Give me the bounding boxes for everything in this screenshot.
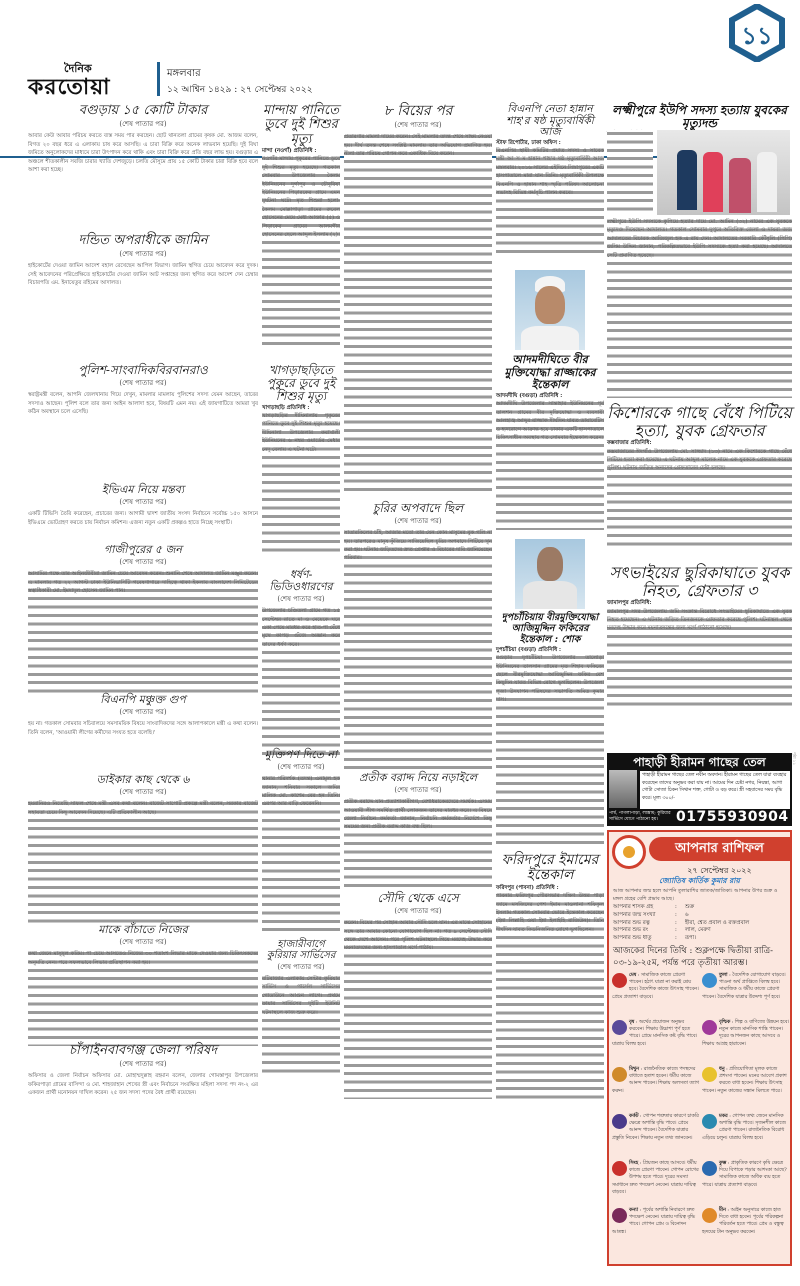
side-note: পৃষ্ঠা ১১ bbox=[792, 752, 797, 765]
article-body: নওগাঁর মান্দায় পুকুরের পানিতে ডুবে দুই শিশুর মৃত্যু হয়েছে। গতকাল সোমবার উপজেলার কৈলম ইউনিয়নের দুর্গাপুর ও চৌবুরিয়া ইউনিয়নের পিড়ারকের গ্রামে এমন দুর্ঘটনা ঘটে। মৃত শিশুরা হলো- কৈলম মোল্লাপাড়া গ্রামের রুবেল হোসেনের মেয়ে মেধা আক্তার (৫) ও পিড়াকের গ্রামের আলমগীর হোসেনের ছেলে আব্দুল ইসলাম (২)। bbox=[262, 155, 340, 345]
table-value: শুক্র bbox=[685, 904, 695, 910]
portrait-photo bbox=[515, 539, 585, 609]
zodiac-sign-icon bbox=[702, 1067, 717, 1082]
zodiac-sign-name: মকর bbox=[719, 1113, 728, 1119]
article-dateline: ফরিদপুর (পাবনা) প্রতিনিধি : bbox=[496, 884, 559, 891]
zodiac-sign: মকর : গোপন তথ্য জেনে মানসিক অশান্তি বৃদ্ধি পাবে। সৃজনশীল কাজে প্রেরণা পাবেন। রাজনৈতিক বিরোধ এড়িয়ে চলুন। যাত্রায় বিলম্ব হবে। bbox=[702, 1113, 786, 1141]
person-figure bbox=[703, 152, 723, 212]
article bbox=[28, 924, 258, 1044]
article-body: বিএনপির স্থায়ী কমিটির প্রয়াত সদস্য ও সাবেক মন্ত্রী আ স ম হান্নান শাহ'র ষষ্ঠ মৃত্যুবার্ষিকী আজ মঙ্গলবার। ২০১৬ সালের এইদিনে সিঙ্গাপুরের একটি হাসপাতালে মারা যান তিনি। মৃত্যুবার্ষিকী উপলক্ষে বিএনপি ও হান্নান শাহ স্মৃতি পরিষদ আলোচনা সভাসহ বিভিন্ন কর্মসূচি পালন করবে। bbox=[496, 147, 604, 257]
horoscope-table-row: আপনার জন্ম সংখ্যা : ৬ bbox=[613, 911, 689, 918]
advertisement bbox=[607, 753, 792, 826]
article-headline: বিএনপি নেতা হান্নান শাহ'র ষষ্ঠ মৃত্যুবার্ষিকী আজ bbox=[506, 103, 594, 139]
article-body: বটিবাজার এলাকায় সেন্টার কুরিয়ার সার্ভিস ও পার্সেল সার্ভিসের গোডাউনে আগুন লাগে। প্রথমে ফায়ার সার্ভিসের দুইটি ইউনিট ঘটনাস্থলে কাজ শুরু করে। bbox=[262, 975, 340, 1075]
article bbox=[607, 564, 792, 744]
zodiac-sign-text: প্রাকৃতিক কারণে কৃষি ক্ষেত্রে দিয়ে বিপাকে পড়ার আশংকা আছে? সামাজিক কাজে অধিক ব্যয় হতে পারে। যাত্রায় প্রত্যাশা বাড়বে। bbox=[702, 1161, 787, 1188]
continued-label: (শেষ পাতার পর) bbox=[394, 121, 442, 130]
horoscope-intro: আজ আপনার জন্ম হলে আপনি তুলারাশির জাতক/জাতিকা। আপনার উপর শুক্র ও মঙ্গল গ্রহের বেশি প্রভাব আছে। bbox=[613, 888, 778, 902]
zodiac-sign: কর্কট : গোপন শত্রুতার কারণে চাকরি ক্ষেত্রে অশান্তি বৃদ্ধি পাবে। প্রেমে আনন্দ পাবেন। বৈদেশিক যাত্রার প্রস্তুতি নিবেন। শিক্ষায় নতুন তথ্য জানবেন। bbox=[612, 1113, 699, 1141]
masthead-date: ১২ আশ্বিন ১৪২৯ : ২৭ সেপ্টেম্বর ২০২২ bbox=[167, 85, 313, 95]
table-key: আপনার জন্ম সংখ্যা bbox=[613, 911, 656, 918]
police-figure bbox=[677, 150, 697, 210]
zodiac-sign-name: ধনু bbox=[719, 1066, 725, 1072]
zodiac-sign-name: মেষ bbox=[629, 972, 637, 978]
page-number-badge bbox=[728, 4, 786, 62]
continued-label: (শেষ পাতার পর) bbox=[394, 786, 442, 795]
continued-label: (শেষ পাতার পর) bbox=[119, 788, 167, 797]
zodiac-sign: সিংহ : প্রিয়জন কাছে আসবে। ধর্মীয় কাজে প্রেরণা পাবেন। গোপন রোগের উপশম হতে পারে। দূরের সমস্যা সমাধানে দ্রুত পদক্ষেপ নেবেন। যাত্রায় দায়িত্ব বাড়বে। bbox=[612, 1160, 699, 1195]
zodiac-sign-icon bbox=[702, 1114, 717, 1129]
zodiac-sign: তুলা : বৈদেশিক যোগাযোগ বাড়বে। পাওনা অর্থ প্রাপ্তিতে বিলম্ব হবে। সামাজিক ও ধর্মীয় কাজে প্রেরণা পাবেন। বৈদেশিক যাত্রার উদ্দেশ্য পূর্ণ হবে। bbox=[702, 972, 786, 1000]
zodiac-sign-name: তুলা bbox=[719, 972, 728, 978]
article-headline: ইভিএম নিয়ে মন্তব্য bbox=[101, 483, 185, 496]
masthead-small-title: দৈনিক bbox=[64, 62, 92, 75]
zodiac-sign-icon bbox=[612, 1208, 627, 1223]
article bbox=[344, 104, 492, 502]
zodiac-sign-text: গোপন তথ্য জেনে মানসিক অশান্তি বৃদ্ধি পাবে। সৃজনশীল কাজে প্রেরণা পাবেন। রাজনৈতিক বিরোধ এড়িয়ে চলুন। যাত্রায় বিলম্ব হবে। bbox=[702, 1114, 786, 1141]
horoscope-title: আপনার রাশিফল bbox=[649, 837, 790, 861]
article-body: সাতারকিলের চাঁই, আজার মতো তার যেন কোন মাসুমের বুক গলি না হয়। তারপরেও মানুষ কুঁজিয়ে সাজিয়েছিল চুরির অপবাদে পিটিয়ে খুন করা হয়। ঘটনায় জড়িতদের দ্রুত গ্রেপ্তার ও বিচারের দাবি জানিয়েছেন পরিবার। bbox=[344, 529, 492, 769]
article bbox=[28, 234, 258, 364]
article-body: লক্ষ্মীপুরে ইউপি সদস্যকে কুপিয়ে হত্যার দায়ে মো. আমিন (৩২) নামের এক যুবককে মৃত্যুদণ্ড দিয়েছেন আদালত। গতকাল সোমবার দুপুরে অতিরিক্ত জেলা ও দায়রা জজ আদালতের বিচারক আজিজুল হক এ রায় দেন। আদালতের সরকারি কৌঁসুলি (পিপি) জসিম উদ্দিন জানান, পরিকল্পিতভাবে ইউপি সদস্যকে হত্যা করা হয়েছে। আদালতে সেটি প্রমাণিত হয়েছে। bbox=[607, 218, 792, 398]
article bbox=[28, 544, 258, 694]
article bbox=[28, 1044, 258, 1144]
zodiac-sign-text: শিল্প ও বাণিজ্যে উন্নয়ন হবে। নতুন কাজে মানসিক শান্তি পাবেন। দূরের আপনজন কাছে আসবে ও শিক্ষায় আগ্রহ হারাবেন। bbox=[702, 1020, 790, 1047]
horoscope-table-row: আপনার শুভ ধাতু : রূপা। bbox=[613, 935, 697, 942]
zodiac-sign-text: গোপন শত্রুতার কারণে চাকরি ক্ষেত্রে অশান্তি বৃদ্ধি পাবে। প্রেমে আনন্দ পাবেন। বৈদেশিক যাত্রার প্রস্তুতি নিবেন। শিক্ষায় নতুন তথ্য জানবেন। bbox=[612, 1114, 699, 1141]
zodiac-sign-name: সিংহ bbox=[629, 1160, 639, 1166]
zodiac-sign: বৃষ : অর্থের প্রয়োজন অনুভব করবেন। শিক্ষায় উচ্চাশা পূর্ণ হতে পারে। প্রেমে মানসিক কষ্ট বৃদ্ধি পাবে। যাত্রায় বিলম্ব হবে। bbox=[612, 1019, 698, 1047]
article bbox=[28, 484, 258, 544]
article-body: উপজেলার চণ্ডিতলা গ্রামে গত ১৫ সেপ্টেম্বর রাতে মা ও মেয়েকে ঘরে একা পেয়ে মারধর করে হাত-পা বেঁধে মুখে কাপড় গুঁজে অজ্ঞান করে তাদের ধর্ষণ করে। bbox=[262, 607, 340, 757]
article-body: আদমদীঘি উপজেলার সান্তাহার ইউনিয়নের পূর্ব তালশন গ্রামের বীর মুক্তিযোদ্ধা ও ব্যবসায়ী আলহাজ্ব আব্দুর রাজ্জাক দীর্ঘদিন যাবত ডায়াবেটিস ও হৃদরোগে আক্রান্ত হয়ে ঢাকার একটি হাসপাতালে চিকিৎসাধীন অবস্থায় গত সোমবার ইন্তেকাল করেন। bbox=[496, 400, 604, 530]
horoscope-table-row: আপনার শাসক গ্রহ : শুক্র bbox=[613, 904, 695, 910]
article-body: প্রতারণার মামলা দায়ের করেন। সেই মামলার তদন্ত শেষে সাক্ষ্য নেওয়া হয়। দীর্ঘ তদন্ত শেষে সংশ্লিষ্ট মামলায় তার অভিযোগ প্রমাণিত হয়। নীলা তার পরিচয় গোপন করে একাধিক বিয়ে করেন। bbox=[344, 133, 492, 493]
ad-title: পাহাড়ী হীরামন গাছের তেল bbox=[633, 755, 766, 769]
article-body: পাবনার ফরিদপুর পৌরসভার দক্ষিণ উত্তর পাড়া জামে মসজিদের পেশ ইমাম মাওলানা শফিকুল ইসলাম গতকাল সোমবার ভোরে ইন্তেকাল করেছেন (ইন্না লিল্লাহি ওয়া ইন্না ইলাইহি রাজিউন)। তিনি দীর্ঘদিন যাবত কিডনিজনিত রোগে ভুগছিলেন। bbox=[496, 892, 604, 1102]
article-body: কক্সবাজারের ঈদগাঁও উপজেলায় মো. সাজ্জাদ (১৩) নামে এক কিশোরকে গাছে বেঁধে পিটিয়ে হত্যা করা হয়েছে। এ ঘটনায় আব্দুল মালেক নামে এক যুবককে গ্রেফতার করেছে পুলিশ। ঘটনায় জড়িত অন্যদের গ্রেফতারের চেষ্টা চলছে। bbox=[607, 448, 792, 548]
article-body: জামালপুর সদর উপজেলায় জমি সংক্রান্ত বিরোধে সৎভাইয়ের ছুরিকাঘাতে এক যুবক নিহত হয়েছেন। এ ঘটনায় জড়িত তিনজনকে গ্রেফতার করেছে পুলিশ। ঘটনাস্থল থেকে মরদেহ উদ্ধার করে ময়নাতদন্তের জন্য মর্গে পাঠানো হয়েছে। bbox=[607, 608, 792, 708]
zodiac-sign-name: মীন bbox=[719, 1207, 726, 1213]
article bbox=[496, 354, 604, 539]
zodiac-sign-text: সামাজিক কাজে প্রেরণা পাবেন। হঠাৎ যাত্রা না করাই শ্রেয় হবে। বৈদেশিক কাজে উৎসাহ পাবেন। প্রেমে প্রত্যাশা বাড়বে। bbox=[612, 973, 699, 1000]
zodiac-sign-icon bbox=[612, 973, 627, 988]
horoscope-author: জ্যোতিষ কার্তিক কুমার রায় bbox=[659, 876, 740, 885]
horoscope-table-row: আপনার শুভ রং : লাল, মেরুণ bbox=[613, 927, 711, 934]
zodiac-sign-name: বৃশ্চিক bbox=[719, 1019, 731, 1025]
zodiac-sign: ধনু : প্রতিযোগিতা মূলক কাজে প্রশংসা পাবেন। মনের আবেগ প্রকাশ করতে বাধা হবেন। শিক্ষায় উৎসাহ পাবেন। নতুন কাজের সন্ধান মিলতে পারে। bbox=[702, 1066, 787, 1094]
continued-label: (শেষ পাতার পর) bbox=[119, 938, 167, 947]
article-body: স্বরাষ্ট্রমন্ত্রী বলেন, আপনি জেলখানায় গিয়ে দেখুন, মামলার মামলায় পুলিশের সদস্য যেমন আছেন, তারের সদস্যও আছেন। পুলিশ বলে তার জন্য আইন আলাদা হবে, বিষয়টি এমন নয়। এই জায়গাটিতে আমরা খুব কঠিন অবস্থানে চলে এসেছি। bbox=[28, 392, 258, 415]
article-dateline: জামালপুর প্রতিনিধি: bbox=[607, 600, 652, 607]
table-key: আপনার শুভ ধাতু bbox=[613, 935, 652, 942]
zodiac-wheel-icon bbox=[612, 835, 646, 869]
continued-label: (শেষ পাতার পর) bbox=[394, 517, 442, 526]
zodiac-sign-name: কুম্ভ bbox=[719, 1160, 727, 1166]
table-key: আপনার শুভ রং bbox=[613, 927, 649, 934]
article-headline: ধর্ষণ-ভিডিওধারণের bbox=[269, 568, 333, 594]
column-4 bbox=[496, 104, 604, 1113]
continued-label: (শেষ পাতার পর) bbox=[119, 708, 167, 717]
article bbox=[496, 853, 604, 1113]
article bbox=[607, 104, 792, 404]
masthead-divider bbox=[157, 62, 160, 96]
zodiac-sign-name: কর্কট bbox=[629, 1113, 639, 1119]
article bbox=[262, 104, 340, 364]
article-headline: মাকে বাঁচাতে নিজের bbox=[98, 923, 188, 936]
article bbox=[496, 104, 604, 270]
article-body: হয় না। গতকাল সোমবার সচিবালয়ে সমসাময়িক বিষয়ে সাংবাদিকদের সঙ্গে আলাপকালে মন্ত্রী এ কথা বলেন। তিনি বলেন, 'আওয়ামী লীগের কর্মীদের সংযত হতে বলেছি।' bbox=[28, 721, 258, 736]
continued-label: (শেষ পাতার পর) bbox=[119, 250, 167, 259]
table-value: ৬ bbox=[685, 911, 689, 918]
article-body: কথা জেনে মাসুদুল করিম। পা চেয়ে আসতেও নিজের ৩০ শতাংশ লিভার মাকে দেওয়ার জন্য চিকিৎসকদের অনুমতি নেন। পরে সফলভাবে লিভার প্রতিস্থাপন করা হয়। bbox=[28, 950, 258, 1046]
article bbox=[28, 774, 258, 924]
article bbox=[262, 364, 340, 569]
newspaper-logo: করতোয়া bbox=[28, 74, 111, 100]
continued-label: (শেষ পাতার পর) bbox=[119, 120, 167, 129]
zodiac-sign-icon bbox=[702, 1020, 717, 1035]
person-figure bbox=[757, 152, 777, 212]
news-photo bbox=[657, 130, 790, 215]
article-dateline: খাগড়াছড়ি প্রতিনিধি : bbox=[262, 404, 310, 411]
table-key: আপনার শাসক গ্রহ bbox=[613, 904, 654, 910]
article bbox=[262, 749, 340, 939]
zodiac-sign-text: পূর্বের অশান্তি নিবারণে দ্রুত পদক্ষেপ নেবেন। যাত্রায় দায়িত্ব বৃদ্ধি পাবে। গোপন প্রেম ও বিনোদন আতঙ্ক। bbox=[612, 1208, 695, 1235]
zodiac-sign-text: বৈদেশিক যোগাযোগ বাড়বে। পাওনা অর্থ প্রাপ্তিতে বিলম্ব হবে। সামাজিক ও ধর্মীয় কাজে প্রেরণা পাবেন। বৈদেশিক যাত্রার উদ্দেশ্য পূর্ণ হবে। bbox=[702, 973, 786, 1000]
article-headline: আদমদীঘিতে বীর মুক্তিযোদ্ধা রাজ্জাকের ইন্তেকাল bbox=[504, 353, 596, 392]
article-headline: চুরির অপবাদে ছিল bbox=[372, 501, 464, 515]
article bbox=[496, 613, 604, 853]
article-headline: সৌদি থেকে এসে bbox=[377, 891, 459, 905]
article-headline: ৮ বিয়ের পর bbox=[383, 103, 453, 119]
zodiac-sign-text: আইন অনুসারে কাজে হাত দিতে বাধা হবেন। পূর্বের পরিকল্পনা পরিবর্তন হতে পারে। প্রেম ও বন্ধুত্ব হৃদয়ের টান অনুভব করবেন। bbox=[702, 1208, 784, 1235]
article-headline: খাগড়াছড়িতে পুকুরে ডুবে দুই শিশুর মৃত্যু bbox=[266, 363, 336, 404]
zodiac-sign-icon bbox=[702, 1208, 717, 1223]
masthead bbox=[0, 21, 800, 100]
ad-portrait bbox=[609, 770, 637, 808]
article-body: আবার কেউ আবার পরিচয় করতে ব্যস্ত সময় পার করছেন। ছোট থানতলা গ্রামের কৃষক মো. আজম বলেন, বিগত ২০ বছর ধরে এ এলাকায় চাষ করে আসছি। এ চারা বিক্রি করে অনেক লাভবান হয়েছি। দুই বিঘা জমিতে অনুলোকদের মাধ্যমে চারা উৎপাদন করে থাকি এবং চারা বিক্রি করে প্রতি বছর লাভ হয়। বগুড়ার এ অঞ্চলে শীতকালীন সবজি চারার খ্যাতি দেশজুড়ে। চলতি মৌসুমে প্রায় ১৫ কোটি টাকার চারা বিক্রি হবে বলে আশা করা হচ্ছে। bbox=[28, 133, 258, 173]
table-value: রূপা। bbox=[685, 935, 697, 942]
continued-label: (শেষ পাতার পর) bbox=[119, 1060, 167, 1069]
table-value: লাল, মেরুণ bbox=[685, 927, 711, 934]
zodiac-sign-text: অর্থের প্রয়োজন অনুভব করবেন। শিক্ষায় উচ্চাশা পূর্ণ হতে পারে। প্রেমে মানসিক কষ্ট বৃদ্ধি পাবে। যাত্রায় বিলম্ব হবে। bbox=[612, 1020, 698, 1047]
ad-phone-number: 01755930904 bbox=[676, 809, 789, 825]
article-headline: ফরিদপুরে ইমামের ইন্তেকাল bbox=[501, 852, 599, 884]
article-dateline: আদমদীঘি (বগুড়া) প্রতিনিধি : bbox=[496, 392, 563, 399]
shirt-shape bbox=[523, 581, 577, 609]
article-headline: ডাইকার কাছ থেকে ৬ bbox=[96, 773, 190, 786]
zodiac-signs-grid bbox=[612, 972, 789, 1254]
face-shape bbox=[535, 286, 565, 324]
article-body: আসামির পক্ষে তার আইনজীবীরা জামিন চেয়ে আবেদন করেন। শুনানি শেষে আদালত জামিন মঞ্জুর করেন। এ মামলায় গত ২২ আগস্ট ঢাকা ইউনিভার্সিটি গবেষণাগারে দাহিত্বে থাকা ইকলাব বাংলাদেশ লিমিটেডের স্বত্বাধিকারী মো. ইমদাদুল হোসেন জামিন পান। bbox=[28, 570, 258, 695]
zodiac-sign: মেষ : সামাজিক কাজে প্রেরণা পাবেন। হঠাৎ যাত্রা না করাই শ্রেয় হবে। বৈদেশিক কাজে উৎসাহ পাবেন। প্রেমে প্রত্যাশা বাড়বে। bbox=[612, 972, 699, 1000]
zodiac-sign: বৃশ্চিক : শিল্প ও বাণিজ্যে উন্নয়ন হবে। নতুন কাজে মানসিক শান্তি পাবেন। দূরের আপনজন কাছে আসবে ও শিক্ষায় আগ্রহ হারাবেন। bbox=[702, 1019, 790, 1047]
article-headline: কিশোরকে গাছে বেঁধে পিটিয়ে হত্যা, যুবক গ্রেফতার bbox=[607, 403, 792, 440]
article-body: প্রতীক বরাদ্দে যান প্রত্যাশাকারীগণ, বেশাধরাকেরদেরে সমর্থক। এসময় আওয়ামী লীগ সমর্থিত প্রার্থী লোকজন তাদের মারধর করে। এ বিষয়ে জেলা নির্বাচন কর্মকর্তা জানান, নির্বাচনি কর্মকর্তার নির্দেশে কিছু সময়ের জন্য প্রতীক বরাদ্দ কাজ বন্ধ ছিল। bbox=[344, 798, 492, 890]
article-headline: মান্দায় পানিতে ডুবে দুই শিশুর মৃত্যু bbox=[262, 103, 340, 147]
zodiac-sign-text: রাজনৈতিক কাজে পদস্থদের বাধাতে হতাশ হবেন। ধর্মীয় কাজে আনন্দ পাবেন। শিক্ষায় অলসতা ত্যাগ করুন। bbox=[612, 1067, 699, 1094]
horoscope-tithi: আজকের দিনের তিথি : শুক্লপক্ষে দ্বিতীয়া রাত্রি- ০৩-১৯-২৫ম, পর্যন্ত পরে তৃতীয়া আরম্ভ। bbox=[613, 946, 773, 968]
horoscope-table bbox=[613, 904, 788, 943]
article bbox=[28, 104, 258, 234]
article bbox=[28, 364, 258, 484]
masthead-day: মঙ্গলবার bbox=[167, 68, 201, 79]
horoscope-table-row: আপনার শুভ রত্ন : হীরা, শ্বেত প্রবাল ও রক্তপ্রবাল bbox=[613, 919, 750, 926]
article-headline: লক্ষ্মীপুরে ইউপি সদস্য হত্যায় যুবকের মৃত্যুদন্ড bbox=[612, 103, 787, 131]
table-value: হীরা, শ্বেত প্রবাল ও রক্তপ্রবাল bbox=[685, 919, 750, 926]
column-2 bbox=[262, 104, 340, 1069]
continued-label: (শেষ পাতার পর) bbox=[277, 595, 325, 604]
article-headline: দন্ডিত অপরাধীকে জামিন bbox=[78, 233, 208, 248]
article-body: খাগড়াছড়ির দীঘিনালায় পুকুরের পানিতে ডুবে দুই শিশুর মৃত্যু হয়েছে। দীঘিনালা উপজেলার কবাখালী ইউনিয়নের ৬ নম্বর ওয়ার্ডের মেধার নেদু বেলায় এ ঘটনা ঘটে। bbox=[262, 412, 340, 552]
zodiac-sign: কন্যা : পূর্বের অশান্তি নিবারণে দ্রুত পদক্ষেপ নেবেন। যাত্রায় দায়িত্ব বৃদ্ধি পাবে। গোপন প্রেম ও বিনোদন আতঙ্ক। bbox=[612, 1207, 695, 1235]
article-body: হাইকোর্টের দেওয়া জামিন আদেশ বহাল রেখেছেন আপিল বিভাগ। জামিন স্থগিত চেয়ে আবেদন করে দুদক। সেই আবেদনের পরিপ্রেক্ষিতে হাইকোর্টের দেওয়া জামিন আট সপ্তাহের জন্য স্থগিত করে আদেশ দেন চেম্বার বিচারপতি এম. ইনায়েতুর রহিমের আদালত। bbox=[28, 263, 258, 287]
article-body-wrap bbox=[607, 130, 653, 215]
article bbox=[344, 892, 492, 1102]
ad-address: পার্শ্ব, পাগলাপাড়া, লাক্সাম; কুরিয়ার সার্ভিসে যোগে পাঠানো হয়। bbox=[609, 811, 671, 822]
page-number: ১১ bbox=[741, 21, 773, 50]
continued-label: (শেষ পাতার পর) bbox=[277, 963, 325, 971]
article-dateline: মান্দা (নওগাঁ) প্রতিনিধি : bbox=[262, 147, 317, 154]
person-figure bbox=[729, 158, 751, 213]
zodiac-sign: মিথুন : রাজনৈতিক কাজে পদস্থদের বাধাতে হতাশ হবেন। ধর্মীয় কাজে আনন্দ পাবেন। শিক্ষায় অলসতা ত্যাগ করুন। bbox=[612, 1066, 699, 1094]
shirt-shape bbox=[521, 326, 579, 350]
article-dateline: কক্সবাজার প্রতিনিধি: bbox=[607, 440, 652, 447]
zodiac-sign-icon bbox=[612, 1020, 627, 1035]
zodiac-sign-icon bbox=[702, 973, 717, 988]
zodiac-sign: কুম্ভ : প্রাকৃতিক কারণে কৃষি ক্ষেত্রে দিয়ে বিপাকে পড়ার আশংকা আছে? সামাজিক কাজে অধিক ব্যয় হতে পারে। যাত্রায় প্রত্যাশা বাড়বে। bbox=[702, 1160, 787, 1188]
article bbox=[344, 772, 492, 892]
zodiac-sign-icon bbox=[612, 1114, 627, 1129]
continued-label: (শেষ পাতার পর) bbox=[119, 558, 167, 567]
horoscope-date: ২৭ সেপ্টেম্বর ২০২২ bbox=[687, 866, 752, 875]
zodiac-sign-icon bbox=[702, 1161, 717, 1176]
article-headline: গাজীপুরের ৫ জন bbox=[104, 543, 182, 556]
article-headline: বগুড়ায় ১৫ কোটি টাকার bbox=[78, 103, 208, 118]
article-headline: সৎভাইয়ের ছুরিকাঘাতে যুবক নিহত, গ্রেফতার ৩ bbox=[609, 563, 790, 600]
zodiac-sign-name: কন্যা bbox=[629, 1207, 639, 1213]
article bbox=[607, 404, 792, 564]
article-body: একটি টিভিসি তৈরি করেছেন, প্রচারের জন্য। আগামী দ্বাদশ জাতীয় সংসদ নির্বাচনে সর্বোচ্চ ১৫০ আসনে ইভিএমে ভোটগ্রহণ করতে চায় নির্বাচন কমিশন। এজন্য নতুন একটি প্রকল্পও হাতে নিচ্ছে সংস্থাটি। bbox=[28, 511, 258, 526]
article bbox=[344, 502, 492, 772]
article bbox=[262, 939, 340, 1069]
article bbox=[262, 569, 340, 749]
face-shape bbox=[537, 547, 563, 581]
column-5 bbox=[607, 104, 792, 744]
continued-label: (শেষ পাতার পর) bbox=[277, 763, 325, 772]
zodiac-sign-name: মিথুন bbox=[629, 1066, 640, 1072]
continued-label: (শেষ পাতার পর) bbox=[394, 907, 442, 916]
portrait-photo bbox=[515, 270, 585, 350]
article-body: থানার পরিদর্শক (তদন্ত) এনামুল হক জানান, শনিবার সকালে জমির মালিক মো. কাশেম বের হন তিনি। এরপর আর বাড়ি ফেরেননি। bbox=[262, 775, 340, 935]
article-body: হয়রানিরও নিতেছি সাফল শেষে মন্ত্রী এসব কথা বলেন। বাজেট সাপোর্ট প্রকল্পে মন্ত্রী বলেন, সরকার বাজেট সহায়তা চেয়ে কিছু আবেদন দিয়েছে। এটি প্রতিকালীন আছে। bbox=[28, 800, 258, 926]
article-body: অফিসার ও জেলা নির্বাচন অফিসার মো. মোহাম্মদুল্লাহ রহমান বলেন, জেলার গোমস্তাপুর উপজেলার ফকিরপাড়া গ্রামের বাসিন্দা ও মো. শাহজাহান শেখের স্ত্রী এবং নির্বাচনে সংরক্ষিত মহিলা সদস্য পদ নং-২ এর একজন প্রার্থী মনোনয়ন দাখিল করেন। ২৫ জন সদস্য পদের বৈধ প্রার্থী রয়েছেন। bbox=[28, 1073, 258, 1097]
article-headline: দুপচাঁচিয়ায় বীরমুক্তিযোদ্ধা আজিমুদ্দিন ফকিরের ইন্তেকাল : শোক bbox=[501, 612, 599, 645]
horoscope-box bbox=[607, 830, 792, 1266]
article-headline: চাঁপাইনবাবগঞ্জ জেলা পরিষদ bbox=[68, 1043, 218, 1058]
zodiac-sign-text: প্রতিযোগিতা মূলক কাজে প্রশংসা পাবেন। মনের আবেগ প্রকাশ করতে বাধা হবেন। শিক্ষায় উৎসাহ পাবেন। নতুন কাজের সন্ধান মিলতে পারে। bbox=[702, 1067, 787, 1094]
zodiac-sign: মীন : আইন অনুসারে কাজে হাত দিতে বাধা হবেন। পূর্বের পরিকল্পনা পরিবর্তন হতে পারে। প্রেম ও বন্ধুত্ব হৃদয়ের টান অনুভব করবেন। bbox=[702, 1207, 784, 1235]
continued-label: (শেষ পাতার পর) bbox=[119, 498, 167, 507]
article-headline: মুক্তিপণ দিতে না bbox=[264, 748, 338, 761]
column-1 bbox=[28, 104, 258, 1144]
article-headline: প্রতীক বরাদ্দ নিয়ে নড়াইলে bbox=[359, 771, 477, 784]
ad-body: পাহাড়ী হীরামন গাছের তেল নবীন অবদান। হীরামন গাছের তেল যারা ব্যবহার করেছেন তাদের অনুভব করা যায় না। আমের দিন চেষ্টা নগর, নিয়ন্তা, আগা গোটা সোজা চিকন সিথান শক্ত, গোটা ও বড় করে। স্ত্রী সহবাসের সময় বৃদ্ধি করে। মূল্য ৩০০/- bbox=[640, 771, 790, 809]
article-dateline: স্টাফ রিপোর্টার, ঢাকা অফিস : bbox=[496, 139, 561, 146]
table-key: আপনার শুভ রত্ন bbox=[613, 919, 650, 926]
zodiac-sign-icon bbox=[612, 1161, 627, 1176]
article-dateline: দুপচাঁচিয়া (বগুড়া) প্রতিনিধি : bbox=[496, 646, 562, 653]
article-headline: পুলিশ-সাংবাদিকবিরবানরাও bbox=[78, 363, 208, 377]
article-headline: হাজারীবাগে কুরিয়ার সার্ভিসের bbox=[266, 939, 336, 961]
zodiac-sign-icon bbox=[612, 1067, 627, 1082]
article-body: করেন। বিয়ের পর সোহান আবার সৌদি চলে যান। এর মাঝে সোহানের সঙ্গে তার আবার কোনো যোগাযোগ ছিল না। গত ৯ সেপ্টেম্বর সৌদি থেকে দেশে আসেন। পরে পুলিশ ঘটনাস্থলে গিয়ে মরদেহ উদ্ধার করে ময়নাতদন্তের জন্য হাসপাতাল মর্গে পাঠায়। bbox=[344, 919, 492, 1099]
column-3 bbox=[344, 104, 492, 1102]
article bbox=[28, 694, 258, 774]
zodiac-sign-name: বৃষ bbox=[629, 1019, 635, 1025]
article-headline: বিএনপি মঞ্চুক্ত গুপ bbox=[100, 693, 186, 706]
article-body: বগুড়ার দুপচাঁচিয়া উপজেলার তালোড়া ইউনিয়নের তালসান গ্রামের মৃত শিহাব ফকিরের ছেলে বীরমুক্তিযোদ্ধা আজিমুদ্দিন ফকির বেশ কিছুদিন যাবত বিভিন্ন রোগে ভুগছিলেন। উপজেলা পূজা উদযাপন পরিষদের সভাপতি অমিত কুমার দাস। bbox=[496, 654, 604, 844]
continued-label: (শেষ পাতার পর) bbox=[119, 379, 167, 388]
zodiac-sign-text: প্রিয়জন কাছে আসবে। ধর্মীয় কাজে প্রেরণা পাবেন। গোপন রোগের উপশম হতে পারে। দূরের সমস্যা সমাধানে দ্রুত পদক্ষেপ নেবেন। যাত্রায় দায়িত্ব বাড়বে। bbox=[612, 1161, 699, 1195]
